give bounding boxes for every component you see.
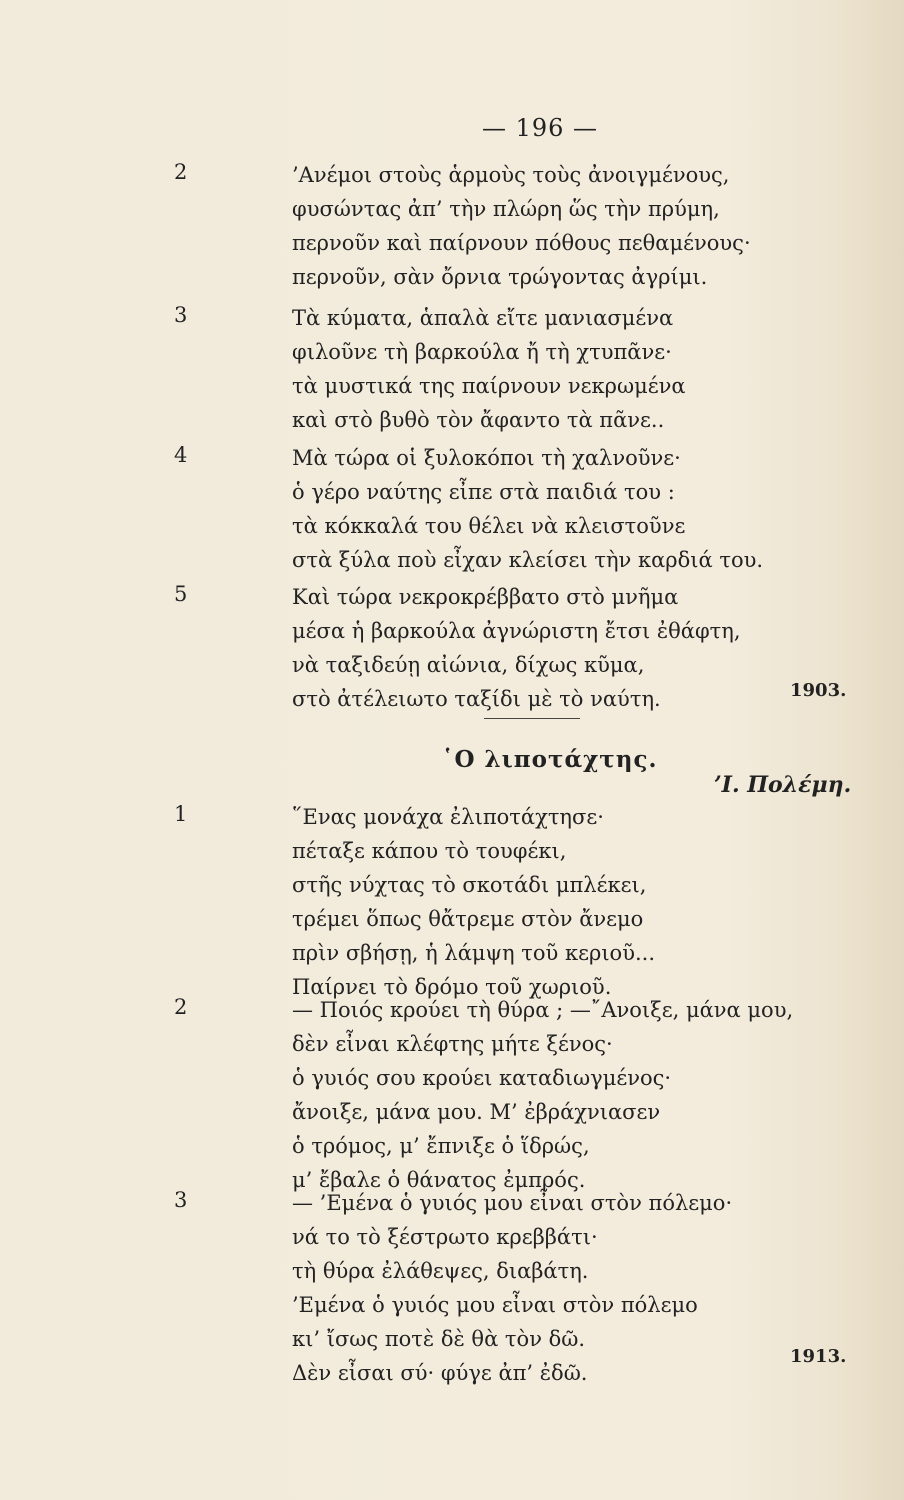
verse-line: τρέμει ὅπως θἄτρεμε στὸν ἄνεμο bbox=[292, 907, 644, 931]
verse-line: Δὲν εἶσαι σύ· φύγε ἀπ’ ἐδῶ. bbox=[292, 1361, 588, 1385]
verse-line: ’Ανέμοι στοὺς ἁρμοὺς τοὺς ἀνοιγμένους, bbox=[292, 163, 730, 187]
poem1-stanza-5 bbox=[292, 580, 741, 716]
poem2-stanza-3 bbox=[292, 1186, 732, 1390]
stanza-number: 2 bbox=[174, 995, 188, 1019]
poem2-date: 1913. bbox=[790, 1346, 847, 1367]
verse-line: στὸ ἀτέλειωτο ταξίδι μὲ τὸ ναύτη. bbox=[292, 687, 661, 711]
poem2-stanza-1 bbox=[292, 800, 655, 1004]
verse-line: Καὶ τώρα νεκροκρέββατο στὸ μνῆμα bbox=[292, 585, 679, 609]
verse-line: ἄνοιξε, μάνα μου. Μ’ ἐβράχνιασεν bbox=[292, 1100, 661, 1124]
verse-line: Παίρνει τὸ δρόμο τοῦ χωριοῦ. bbox=[292, 975, 612, 999]
verse-line: ὁ γέρο ναύτης εἶπε στὰ παιδιά του : bbox=[292, 480, 675, 504]
stanza-number: 3 bbox=[174, 303, 188, 327]
verse-line: πέταξε κάπου τὸ τουφέκι, bbox=[292, 839, 567, 863]
verse-line: ὁ γυιός σου κρούει καταδιωγμένος· bbox=[292, 1066, 672, 1090]
stanza-number: 4 bbox=[174, 443, 188, 467]
verse-line: μέσα ἡ βαρκούλα ἀγνώριστη ἔτσι ἐθάφτη, bbox=[292, 619, 741, 643]
poem-author: ’Ι. Πολέμη. bbox=[714, 772, 852, 798]
stanza-number: 5 bbox=[174, 582, 188, 606]
section-divider bbox=[484, 718, 580, 719]
verse-line: νά το τὸ ξέστρωτο κρεββάτι· bbox=[292, 1225, 598, 1249]
verse-line: δὲν εἶναι κλέφτης μήτε ξένος· bbox=[292, 1032, 613, 1056]
verse-line: ’Εμένα ὁ γυιός μου εἶναι στὸν πόλεμο bbox=[292, 1293, 698, 1317]
poem2-stanza-2 bbox=[292, 993, 793, 1197]
verse-line: μ’ ἔβαλε ὁ θάνατος ἐμπρός. bbox=[292, 1168, 586, 1192]
verse-line: περνοῦν καὶ παίρνουν πόθους πεθαμένους· bbox=[292, 231, 751, 255]
stanza-number: 1 bbox=[174, 802, 188, 826]
verse-line: — ’Εμένα ὁ γυιός μου εἶναι στὸν πόλεμο· bbox=[292, 1191, 733, 1215]
verse-line: νὰ ταξιδεύῃ αἰώνια, δίχως κῦμα, bbox=[292, 653, 645, 677]
verse-line: στῆς νύχτας τὸ σκοτάδι μπλέκει, bbox=[292, 873, 647, 897]
stanza-number: 2 bbox=[174, 160, 188, 184]
poem1-stanza-3 bbox=[292, 301, 686, 437]
page-number: — 196 — bbox=[481, 114, 599, 142]
verse-line: καὶ στὸ βυθὸ τὸν ἄφαντο τὰ πᾶνε.. bbox=[292, 408, 665, 432]
verse-line: στὰ ξύλα ποὺ εἶχαν κλείσει τὴν καρδιά του. bbox=[292, 548, 764, 572]
verse-line: κι’ ἴσως ποτὲ δὲ θὰ τὸν δῶ. bbox=[292, 1327, 586, 1351]
verse-line: τὰ κόκκαλά του θέλει νὰ κλειστοῦνε bbox=[292, 514, 686, 538]
verse-line: ὁ τρόμος, μ’ ἔπνιξε ὁ ἵδρώς, bbox=[292, 1134, 590, 1158]
poem-title: ῾Ο λιποτάχτης. bbox=[442, 746, 658, 773]
verse-line: φιλοῦνε τὴ βαρκούλα ἤ τὴ χτυπᾶνε· bbox=[292, 340, 672, 364]
verse-line: Τὰ κύματα, ἁπαλὰ εἴτε μανιασμένα bbox=[292, 306, 674, 330]
poem1-stanza-4 bbox=[292, 441, 763, 577]
verse-line: τὴ θύρα ἐλάθεψες, διαβάτη. bbox=[292, 1259, 589, 1283]
verse-line: — Ποιός κρούει τὴ θύρα ; —῎Ανοιξε, μάνα μου, bbox=[292, 998, 794, 1022]
verse-line: πρὶν σβήσῃ, ἡ λάμψη τοῦ κεριοῦ... bbox=[292, 941, 655, 965]
poem1-date: 1903. bbox=[790, 680, 847, 701]
verse-line: φυσώντας ἀπ’ τὴν πλώρη ὥς τὴν πρύμη, bbox=[292, 197, 720, 221]
verse-line: Μὰ τώρα οἱ ξυλοκόποι τὴ χαλνοῦνε· bbox=[292, 446, 681, 470]
verse-line: ῞Ενας μονάχα ἐλιποτάχτησε· bbox=[292, 805, 604, 829]
poem1-stanza-2 bbox=[292, 158, 751, 294]
verse-line: τὰ μυστικά της παίρνουν νεκρωμένα bbox=[292, 374, 686, 398]
verse-line: περνοῦν, σὰν ὄρνια τρώγοντας ἀγρίμι. bbox=[292, 265, 708, 289]
stanza-number: 3 bbox=[174, 1188, 188, 1212]
